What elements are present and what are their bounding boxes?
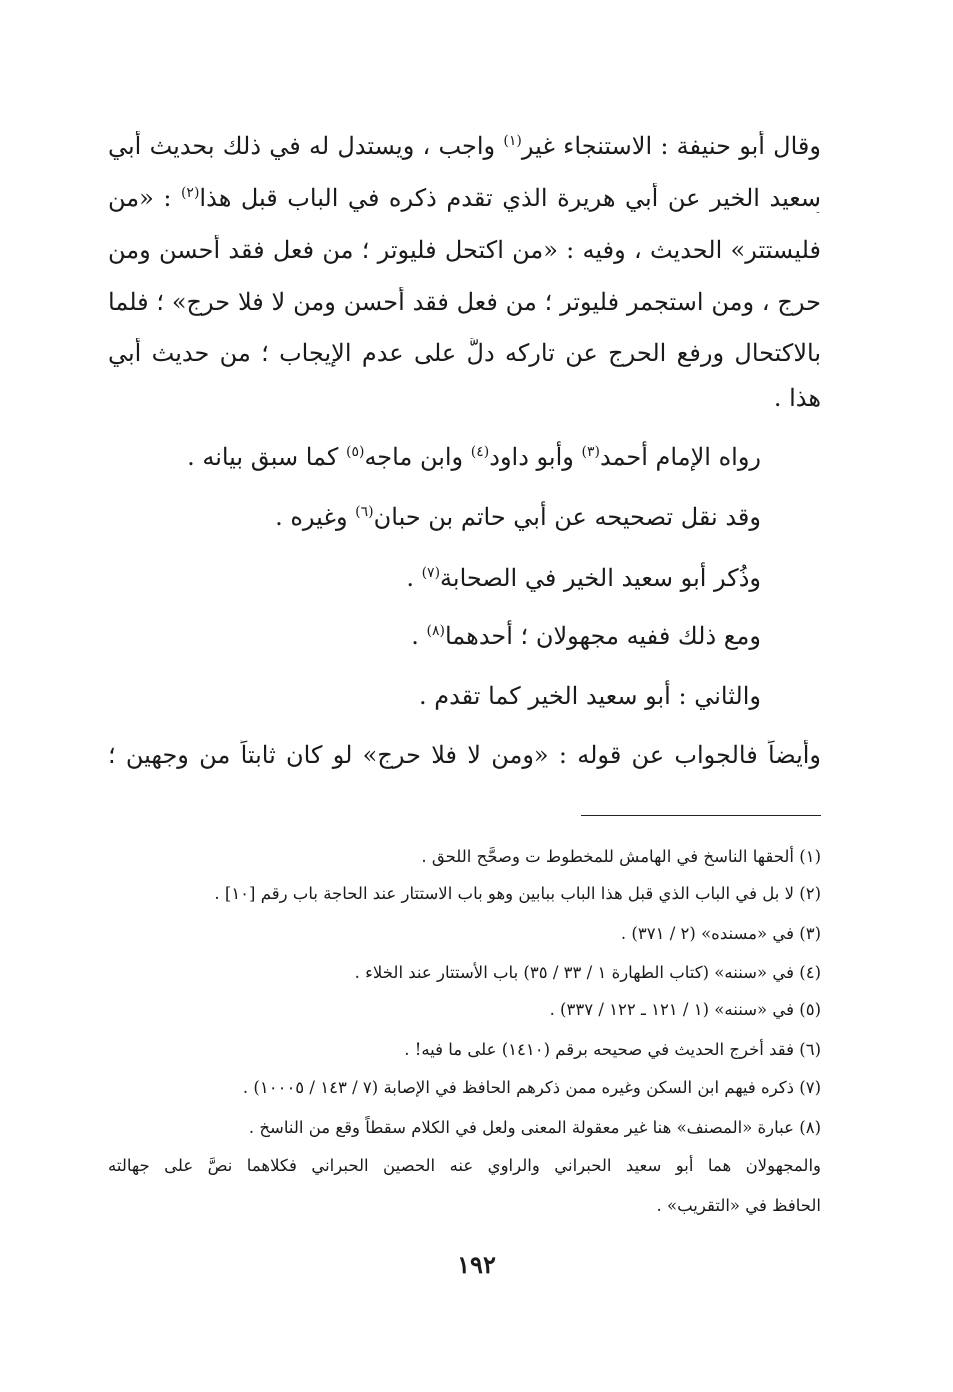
footnote-5: (٥) في «سننه» (١ / ١٢١ ـ ١٢٢ / ٣٣٧) . — [549, 1000, 821, 1019]
footnote-1: (١) ألحقها الناسخ في الهامش للمخطوط ت وصحَّح اللحق . — [421, 847, 821, 866]
paragraph-narrators: رواه الإمام أحمد$^{(٣)}$ وأبو داود$^{(٤)}$ وابن ماجه$^{(٥)}$ كما سبق بيانه . — [187, 443, 761, 471]
footnote-8: (٨) عبارة «المصنف» هنا غير معقولة المعنى ولعل في الكلام سقطاً وقع من الناسخ . — [248, 1118, 821, 1137]
footnote-7: (٧) ذكره فيهم ابن السكن وغيره ممن ذكرهم الحافظ في الإصابة (٧ / ١٤٣ / ١٠٠٠٥) . — [242, 1078, 821, 1097]
paragraph-authentication: وقد نقل تصحيحه عن أبي حاتم بن حبان$^{(٦)}$ وغيره . — [275, 503, 761, 531]
page-number: ١٩٢ — [457, 1250, 496, 1279]
paragraph-answer: وأيضاً فالجواب عن قوله : «ومن لا فلا حرج» لو كان ثابتاً من وجهين ؛ — [108, 741, 821, 769]
footnote-6: (٦) فقد أخرج الحديث في صحيحه برقم (١٤١٠) على ما فيه! . — [404, 1040, 821, 1059]
footnote-3: (٣) في «مسنده» (٢ / ٣٧١) . — [620, 924, 821, 943]
footnote-ref-8: (٨) — [426, 623, 445, 639]
body-line-6: هذا . — [773, 384, 821, 412]
footnote-ref-7: (٧) — [421, 565, 441, 581]
footnote-ref-3: (٣) — [581, 444, 600, 460]
footnote-ref-6: (٦) — [355, 504, 374, 520]
body-line-4: حرج ، ومن استجمر فليوتر ؛ من فعل فقد أحسن ومن لا فلا حرج» ؛ فلما — [108, 288, 821, 316]
footnote-ref-5: (٥) — [345, 444, 365, 460]
footnote-ref-2: (٢) — [180, 185, 200, 201]
body-line-1: وقال أبو حنيفة : الاستنجاء غير$^{(١)}$ واجب ، ويستدل له في ذلك بحديث أبي — [108, 132, 821, 160]
body-line-3: فليستتر» الحديث ، وفيه : «من اكتحل فليوتر ؛ من فعل فقد أحسن ومن — [108, 236, 821, 264]
footnote-8-end: الحافظ في «التقريب» . — [656, 1196, 821, 1215]
footnote-ref-1: (١) — [503, 133, 522, 149]
footnote-separator — [581, 815, 821, 816]
paragraph-unknowns: ومع ذلك ففيه مجهولان ؛ أحدهما$^{(٨)}$ . — [411, 622, 761, 650]
paragraph-companions: وذُكر أبو سعيد الخير في الصحابة$^{(٧)}$ . — [406, 564, 761, 592]
footnote-2: (٢) لا بل في الباب الذي قبل هذا الباب ببابين وهو باب الاستتار عند الحاجة باب رقم [١٠] . — [214, 884, 821, 903]
paragraph-second: والثاني : أبو سعيد الخير كما تقدم . — [418, 682, 761, 710]
body-line-2: سعيد الخير عن أبي هريرة الذي تقدم ذكره في الباب قبل هذا$^{(٢)}$ : «من — [108, 184, 821, 212]
footnote-ref-4: (٤) — [470, 444, 490, 460]
body-line-5: بالاكتحال ورفع الحرج عن تاركه دلَّ على عدم الإيجاب ؛ من حديث أبي — [108, 339, 821, 367]
footnote-8-continuation: والمجهولان هما أبو سعيد الحبراني والراوي عنه الحصين الحبراني فكلاهما نصَّ على جهالته — [108, 1156, 821, 1175]
footnote-4: (٤) في «سننه» (كتاب الطهارة ١ / ٣٣ / ٣٥) باب الأستتار عند الخلاء . — [354, 963, 821, 982]
